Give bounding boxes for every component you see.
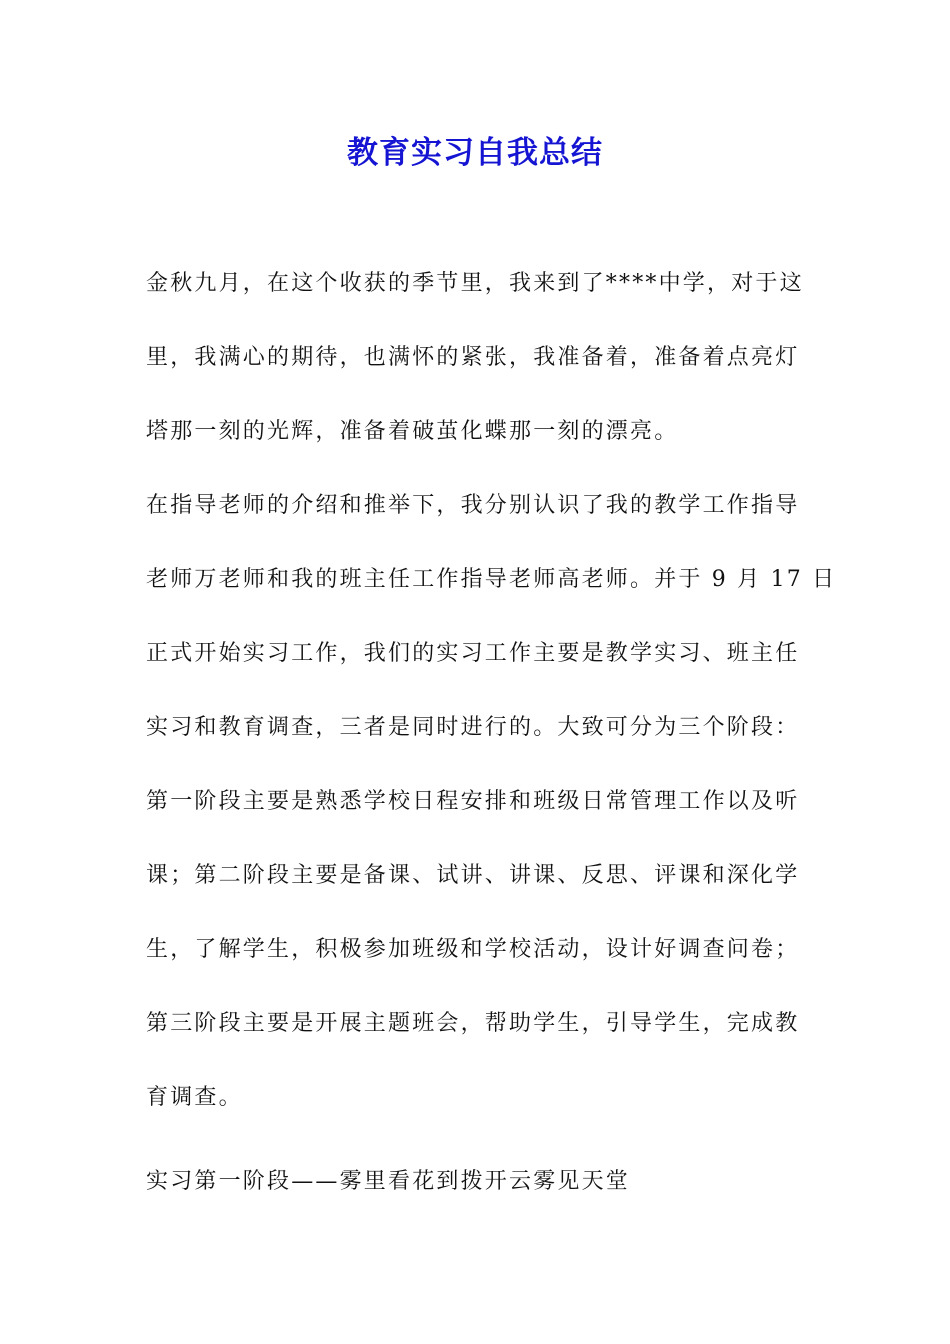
paragraph-line: 第一阶段主要是熟悉学校日程安排和班级日常管理工作以及听: [146, 789, 800, 814]
paragraph-line: 正式开始实习工作，我们的实习工作主要是教学实习、班主任: [146, 641, 800, 666]
paragraph-line: 生，了解学生，积极参加班级和学校活动，设计好调查问卷；: [146, 937, 800, 962]
paragraph-line: 金秋九月，在这个收获的季节里，我来到了****中学，对于这: [146, 271, 804, 296]
paragraph-line: 在指导老师的介绍和推举下，我分别认识了我的教学工作指导: [146, 493, 800, 518]
section-heading-text: 实习第一阶段——雾里看花到拨开云雾见天堂: [146, 1169, 631, 1194]
document-title: 教育实习自我总结: [347, 135, 603, 171]
paragraph-line: 塔那一刻的光辉，准备着破茧化蝶那一刻的漂亮。: [146, 419, 679, 444]
paragraph-line: 里，我满心的期待，也满怀的紧张，我准备着，准备着点亮灯: [146, 345, 800, 370]
paragraph-line: 课；第二阶段主要是备课、试讲、讲课、反思、评课和深化学: [146, 863, 800, 888]
paragraph-line: 育调查。: [146, 1085, 243, 1110]
paragraph-overview: [146, 490, 837, 1156]
section-heading: [146, 1166, 806, 1240]
paragraph-line: 第三阶段主要是开展主题班会，帮助学生，引导学生，完成教: [146, 1011, 800, 1036]
paragraph-line: 实习和教育调查，三者是同时进行的。大致可分为三个阶段：: [146, 715, 800, 740]
paragraph-intro: [146, 268, 806, 490]
paragraph-line: 老师万老师和我的班主任工作指导老师高老师。并于 9 月 17 日: [146, 567, 837, 592]
